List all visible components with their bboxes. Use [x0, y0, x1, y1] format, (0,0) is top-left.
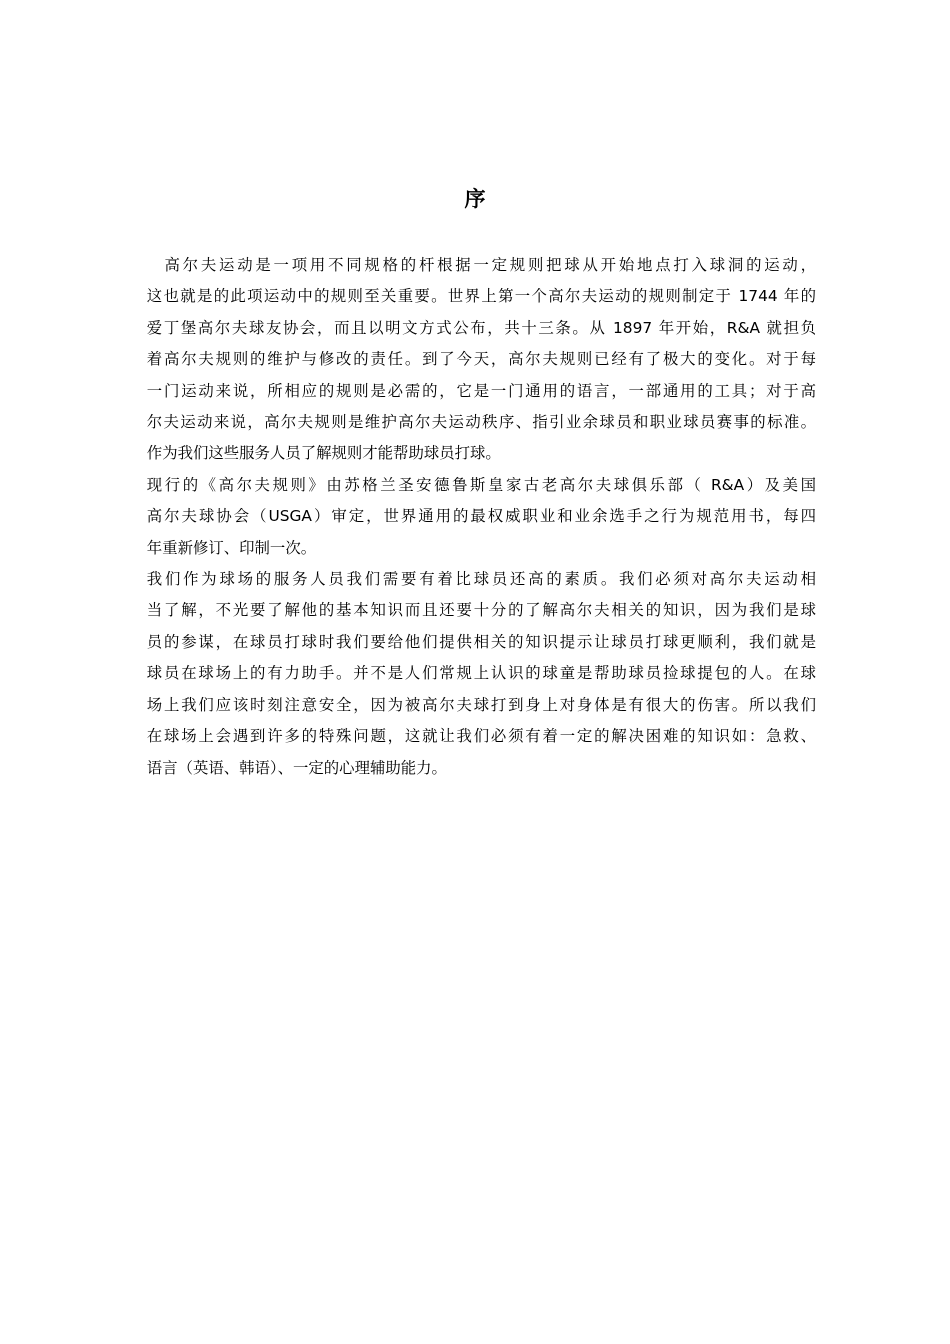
text-line: 场上我们应该时刻注意安全，因为被高尔夫球打到身上对身体是有很大的伤害。所以我们: [146, 695, 816, 714]
text-line: 一门运动来说，所相应的规则是必需的，它是一门通用的语言，一部通用的工具；对于高: [146, 381, 816, 400]
paragraph-1: [116, 250, 816, 470]
text-line: 着高尔夫规则的维护与修改的责任。到了今天，高尔夫规则已经有了极大的变化。对于每: [146, 350, 816, 369]
page-title: 序: [464, 186, 486, 211]
text-line: 我们作为球场的服务人员我们需要有着比球员还高的素质。我们必须对高尔夫运动相: [146, 570, 816, 589]
text-line: 作为我们这些服务人员了解规则才能帮助球员打球。: [146, 444, 501, 463]
text-line: 员的参谋，在球员打球时我们要给他们提供相关的知识提示让球员打球更顺利，我们就是: [146, 632, 816, 651]
text-line: 年重新修订、印制一次。: [146, 538, 317, 557]
text-line: 现行的《高尔夫规则》由苏格兰圣安德鲁斯皇家古老高尔夫球俱乐部（ R&A）及美国: [146, 475, 816, 494]
text-line: 语言（英语、韩语）、一定的心理辅助能力。: [146, 758, 447, 777]
text-line: 爱丁堡高尔夫球友协会，而且以明文方式公布，共十三条。从 1897 年开始，R&A 就担负: [146, 318, 816, 337]
text-line: 高尔夫运动是一项用不同规格的杆根据一定规则把球从开始地点打入球洞的运动，: [164, 256, 816, 274]
paragraph-2: [116, 470, 816, 564]
text-line: 当了解，不光要了解他的基本知识而且还要十分的了解高尔夫相关的知识，因为我们是球: [146, 601, 816, 620]
text-line: 球员在球场上的有力助手。并不是人们常规上认识的球童是帮助球员捡球提包的人。在球: [146, 664, 816, 683]
text-line: 高尔夫球协会（USGA）审定，世界通用的最权威职业和业余选手之行为规范用书，每四: [146, 507, 816, 526]
paragraph-3: [116, 564, 816, 784]
text-line: 尔夫运动来说，高尔夫规则是维护高尔夫运动秩序、指引业余球员和职业球员赛事的标准。: [146, 413, 816, 432]
document-body: [116, 250, 816, 784]
text-line: 这也就是的此项运动中的规则至关重要。世界上第一个高尔夫运动的规则制定于 1744 年的: [146, 287, 816, 306]
text-line: 在球场上会遇到许多的特殊问题，这就让我们必须有着一定的解决困难的知识如：急救、: [146, 727, 816, 746]
